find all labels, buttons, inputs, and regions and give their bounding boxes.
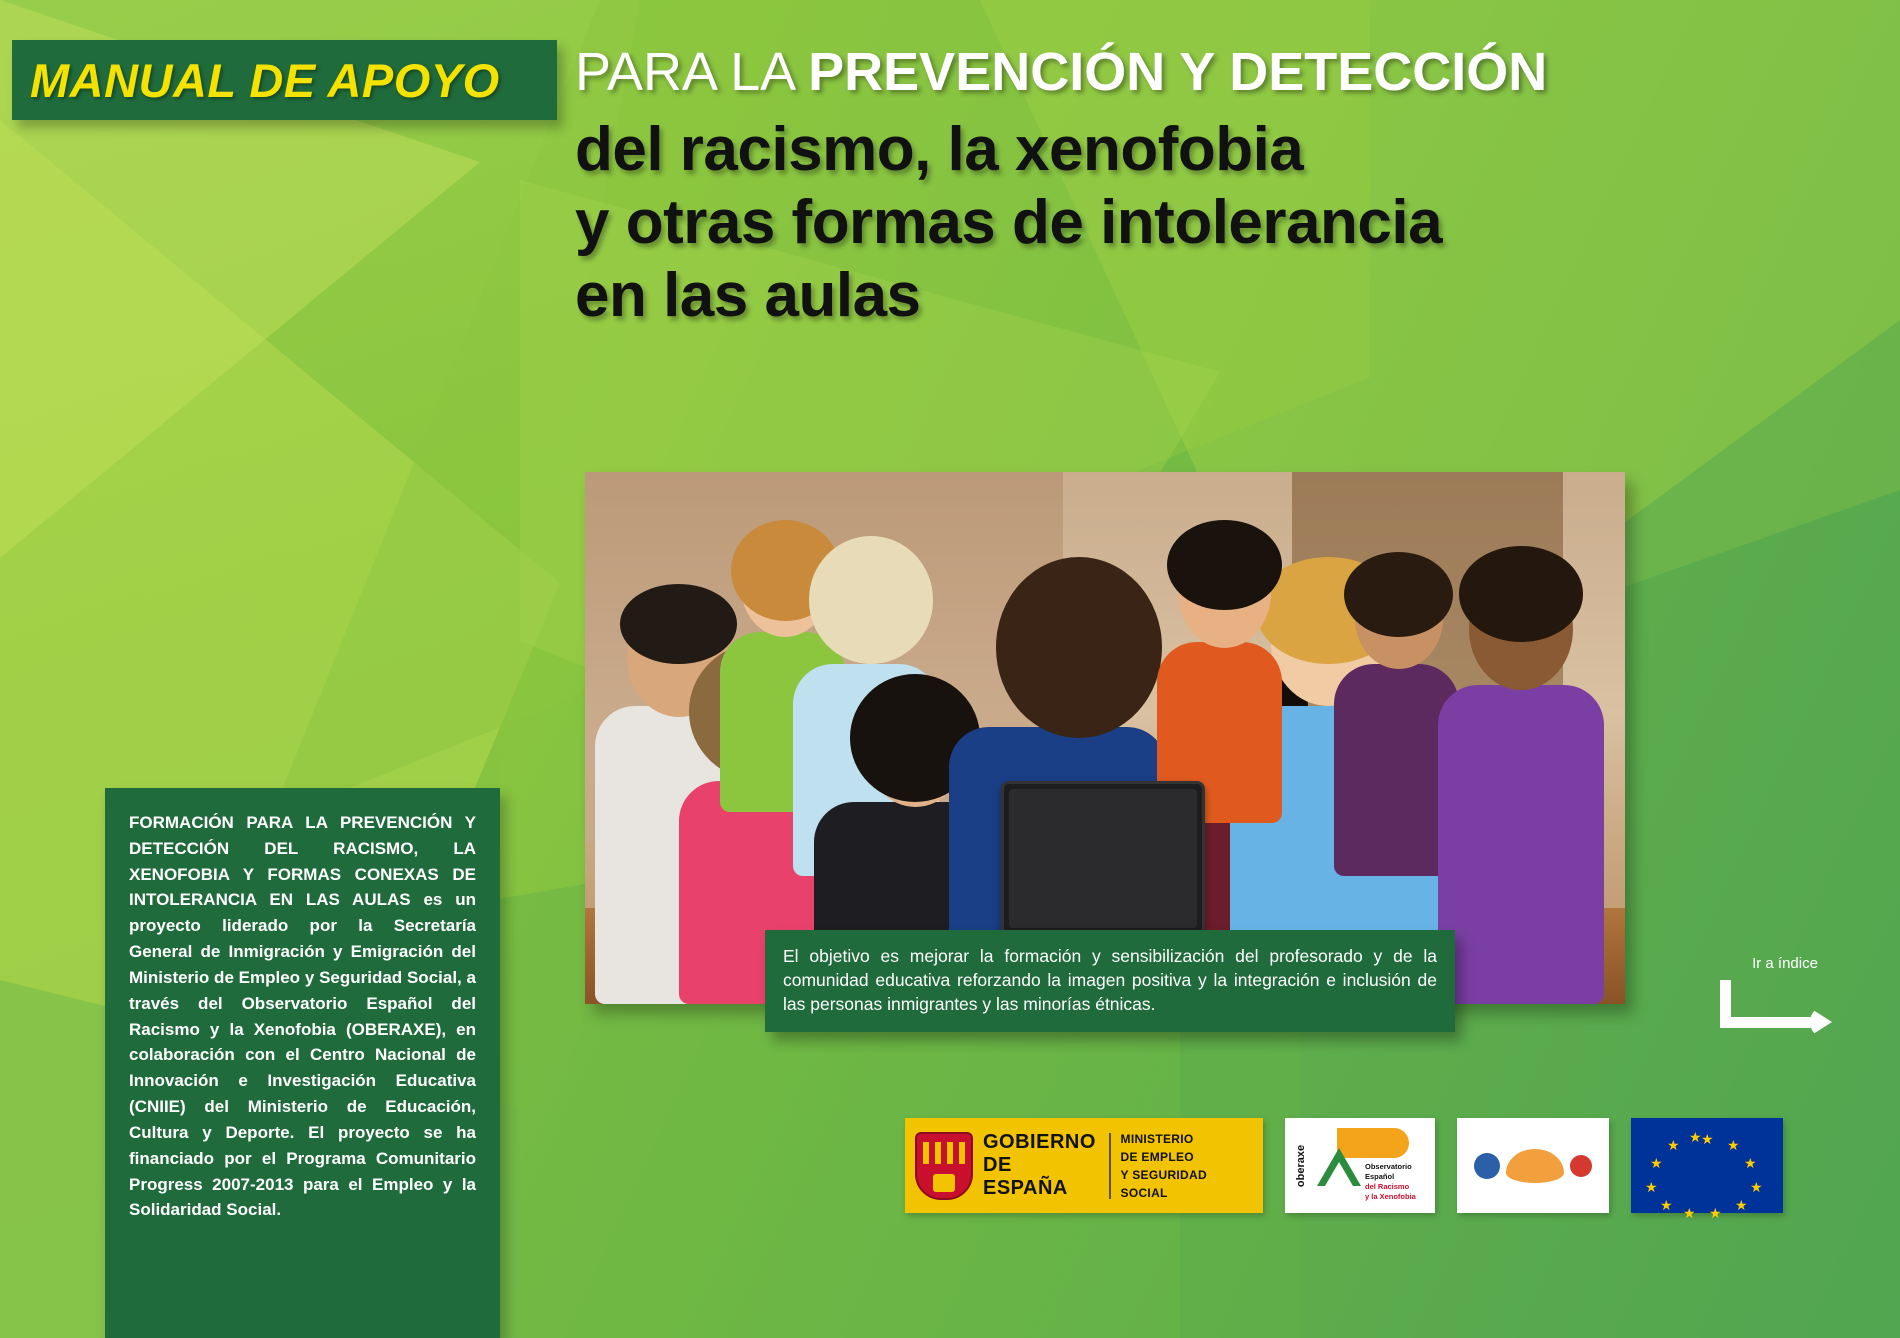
spain-coat-of-arms-icon [915, 1132, 973, 1200]
cniie-dot-blue-icon [1474, 1153, 1500, 1179]
classroom-photo [585, 472, 1625, 1004]
go-to-index-link[interactable] [1710, 955, 1860, 1050]
photo-child-9-hair [1344, 552, 1453, 637]
project-description-text: FORMACIÓN PARA LA PREVENCIÓN Y DETECCIÓN DEL RACISMO, LA XENOFOBIA Y FORMAS CONEXAS DE INTOLERANCIA EN LAS AULAS es un proyecto liderado por la Secretaría General de Inmigración y Emigración del Ministerio de Empleo y Seguridad Social, a través del Observatorio Español del Racismo y la Xenofobia (OBERAXE), en colaboración con el Centro Nacional de Innovación e Investigación Educativa (CNIIE) del Ministerio de Educación, Cultura y Deporte. El proyecto se ha financiado por el Programa Comunitario Progress 2007-2013 para el Empleo y la Solidaridad Social. [129, 813, 476, 1220]
title-bold-part: PREVENCIÓN Y DETECCIÓN [808, 42, 1548, 102]
oberaxe-side-text: oberaxe [1295, 1144, 1308, 1187]
logo-oberaxe [1285, 1118, 1435, 1213]
arrow-right-icon[interactable] [1710, 980, 1860, 1050]
title-light-part: PARA LA [575, 42, 809, 102]
photo-child-8-hair [1167, 520, 1281, 610]
cniie-dot-red-icon [1570, 1155, 1592, 1177]
eu-star-icon: ★ [1683, 1205, 1696, 1221]
gobierno-line-1: GOBIERNO [983, 1131, 1096, 1153]
eu-star-icon: ★ [1750, 1179, 1763, 1195]
ministry-line-1: MINISTERIO [1120, 1131, 1194, 1146]
eu-star-icon: ★ [1660, 1197, 1673, 1213]
logo-gobierno-de-espana [905, 1118, 1263, 1213]
go-to-index-label: Ir a índice [1752, 955, 1818, 972]
eu-star-icon: ★ [1645, 1179, 1658, 1195]
eu-star-icon: ★ [1727, 1137, 1740, 1153]
photo-child-10-hair [1459, 546, 1584, 642]
oberaxe-line-2: Español [1365, 1172, 1395, 1182]
oberaxe-line-4: y la Xenofobia [1365, 1192, 1416, 1202]
tablet-device-icon [1001, 781, 1205, 936]
project-description-box [105, 788, 500, 1338]
ministry-line-2: DE EMPLEO [1120, 1149, 1194, 1164]
photo-child-1-hair [620, 584, 736, 664]
eu-star-icon: ★ [1735, 1197, 1748, 1213]
ministry-text [1121, 1130, 1253, 1202]
title-line-2b: y otras formas de intolerancia [575, 187, 1443, 257]
oberaxe-inner-triangle-icon [1325, 1162, 1353, 1186]
title-line-2 [575, 113, 1895, 332]
oberaxe-line-1: Observatorio [1365, 1162, 1412, 1171]
oberaxe-text [1365, 1162, 1416, 1203]
title-line-2c: en las aulas [575, 261, 921, 330]
photo-child-4-hair [809, 536, 934, 664]
logo-divider [1109, 1133, 1111, 1199]
logo-row [905, 1118, 1783, 1221]
photo-caption [765, 930, 1455, 1032]
oberaxe-line-3: del Racismo [1365, 1182, 1410, 1192]
page-title [575, 44, 1895, 332]
title-line-2a: del racismo, la xenofobia [575, 114, 1304, 184]
eu-star-icon: ★ [1709, 1205, 1722, 1221]
eu-star-icon: ★ [1689, 1129, 1702, 1145]
ministry-line-3: Y SEGURIDAD SOCIAL [1120, 1167, 1207, 1200]
photo-child-10-body [1438, 685, 1604, 1004]
gobierno-text [983, 1131, 1099, 1200]
title-line-1 [575, 44, 1895, 101]
eu-star-icon: ★ [1667, 1137, 1680, 1153]
logo-european-union [1631, 1118, 1783, 1221]
eu-star-icon: ★ [1744, 1155, 1757, 1171]
manual-badge [12, 40, 557, 120]
oberaxe-side-label [1293, 1126, 1309, 1205]
manual-badge-label: MANUAL DE APOYO [30, 53, 500, 107]
gobierno-line-2: DE ESPAÑA [983, 1154, 1068, 1199]
eu-star-icon: ★ [1650, 1155, 1663, 1171]
cniie-swoosh-orange-icon [1506, 1149, 1564, 1183]
photo-teacher-hair [996, 557, 1162, 738]
logo-cniie [1457, 1118, 1609, 1213]
photo-caption-text: El objetivo es mejorar la formación y sensibilización del profesorado y de la comunidad educativa reforzando la imagen positiva y la integración e inclusión de las personas inmigrantes y las minorías étnicas. [783, 946, 1437, 1015]
eu-star-icon: ★ [1701, 1131, 1714, 1147]
